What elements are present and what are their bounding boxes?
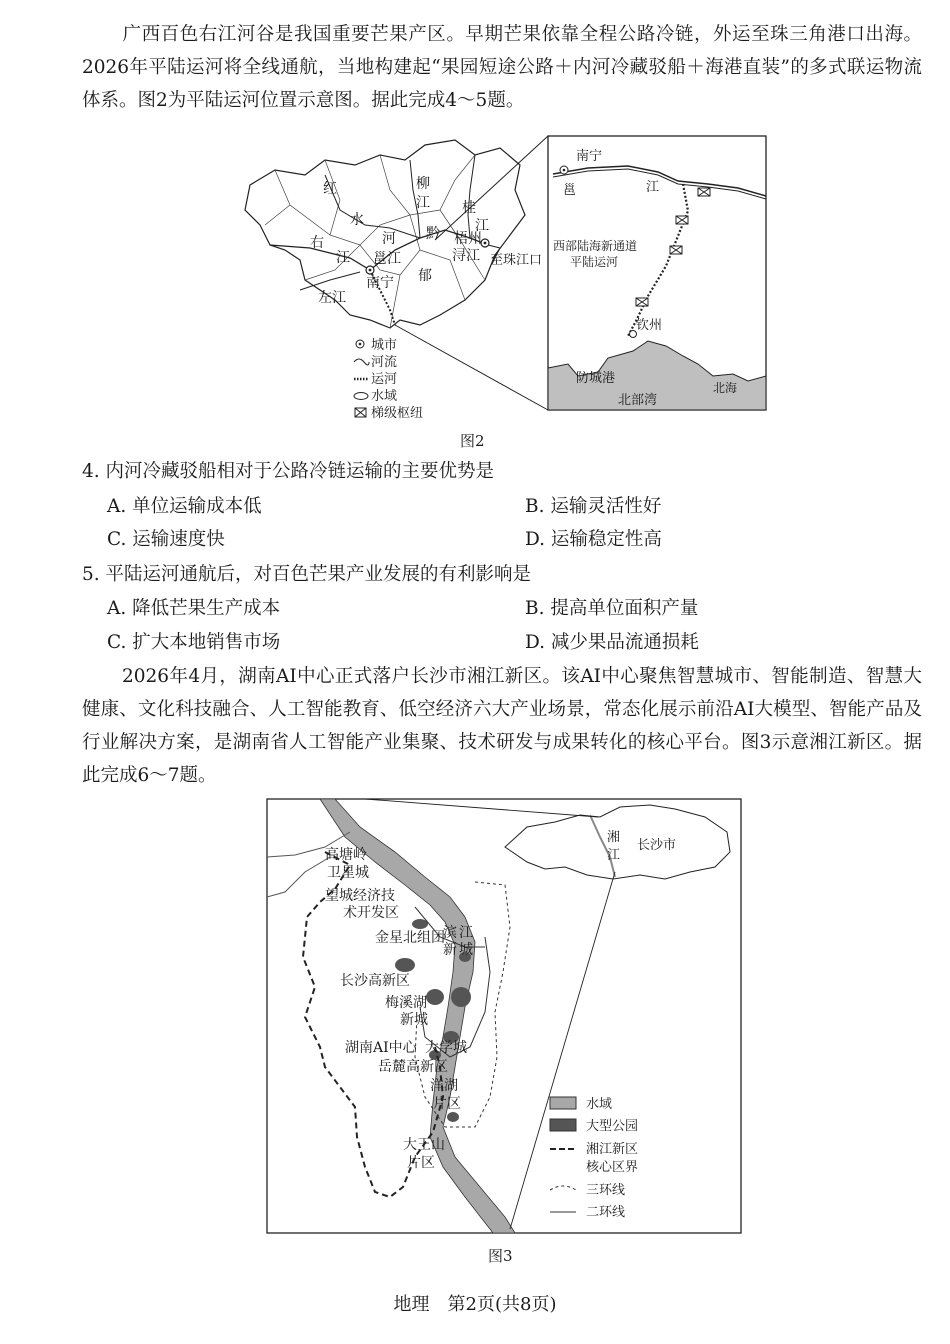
page-footer: 地理 第2页(共8页) bbox=[393, 1294, 557, 1315]
label-gui-jiang: 江 bbox=[475, 218, 489, 234]
inset-yong: 邕 bbox=[563, 183, 577, 198]
label-he: 河 bbox=[382, 231, 396, 247]
legend-park: 大型公园 bbox=[586, 1119, 639, 1134]
inset-changsha: 长沙市 bbox=[637, 838, 677, 853]
label-wuzhou: 梧州 bbox=[454, 231, 482, 247]
inset-beibuwan: 北部湾 bbox=[618, 393, 658, 408]
label-dawangshan-1: 大王山 bbox=[403, 1137, 445, 1153]
legend-river: 河流 bbox=[371, 355, 398, 370]
label-binjiang-1: 滨 bbox=[443, 925, 457, 941]
inset-xiang: 湘 bbox=[607, 830, 621, 845]
label-jinxing: 金星北组团 bbox=[375, 930, 445, 946]
label-you: 右 bbox=[310, 235, 324, 251]
intro-paragraph-67: 2026年4月，湖南AI中心正式落户长沙市湘江新区。该AI中心聚焦智慧城市、智能制造、智慧大健康、文化科技融合、人工智能教育、低空经济六大产业场景，常态化展示前沿AI大模型、智能产品及行业解决方案，是湖南省人工智能产业集聚、技术研发与成果转化的核心平台。图3示意湘江新区。据此完成6～7题。 bbox=[82, 666, 922, 786]
label-zuojiang: 左江 bbox=[318, 290, 346, 306]
q5-option-c: C. 扩大本地销售市场 bbox=[107, 632, 281, 653]
inset-fangchenggang: 防城港 bbox=[576, 371, 616, 386]
inset-nanning: 南宁 bbox=[576, 149, 603, 164]
label-meixihu-2: 新城 bbox=[400, 1012, 428, 1028]
label-liu-jiang: 江 bbox=[416, 195, 430, 211]
label-gaotangling-1: 高塘岭 bbox=[325, 847, 367, 863]
q5-option-a: A. 降低芒果生产成本 bbox=[107, 598, 281, 619]
label-ai-center: 湖南AI中心 bbox=[345, 1040, 417, 1056]
label-xunjiang: 浔江 bbox=[452, 248, 480, 264]
label-yongjiang: 邕江 bbox=[373, 251, 401, 267]
legend-city: 城市 bbox=[371, 338, 398, 353]
q4-option-a: A. 单位运输成本低 bbox=[107, 496, 262, 517]
inset-jiang: 江 bbox=[607, 848, 621, 863]
label-binjiang-3: 新 bbox=[443, 942, 457, 958]
label-daxuecheng: 大学城 bbox=[425, 1040, 467, 1056]
figure-2-caption: 图2 bbox=[460, 432, 485, 450]
figure-3-map bbox=[265, 797, 745, 1237]
label-changsha-gaoxin: 长沙高新区 bbox=[340, 973, 410, 989]
legend-core-boundary: 核心区界 bbox=[586, 1160, 639, 1175]
label-to-pearl: 至珠江口 bbox=[490, 253, 543, 268]
fig2-inset bbox=[548, 136, 766, 410]
label-nanning: 南宁 bbox=[366, 275, 394, 291]
legend-third-ring: 三环线 bbox=[586, 1183, 626, 1198]
label-wangcheng-2: 术开发区 bbox=[343, 905, 399, 921]
legend-water: 水域 bbox=[586, 1097, 613, 1112]
legend-canal: 运河 bbox=[371, 372, 398, 387]
label-yuelu: 岳麓高新区 bbox=[378, 1059, 448, 1075]
label-yanghu-2: 片区 bbox=[433, 1096, 461, 1112]
legend-new-area: 湘江新区 bbox=[586, 1142, 639, 1157]
inset-qinzhou: 钦州 bbox=[636, 318, 663, 333]
q4-stem: 4. 内河冷藏驳船相对于公路冷链运输的主要优势是 bbox=[82, 461, 495, 482]
label-yu: 郁 bbox=[418, 268, 432, 284]
label-hong: 红 bbox=[323, 181, 337, 197]
label-you-jiang: 江 bbox=[336, 250, 350, 266]
intro-paragraph-45: 广西百色右江河谷是我国重要芒果产区。早期芒果依靠全程公路冷链，外运至珠三角港口出海。2026年平陆运河将全线通航，当地构建起“果园短途公路＋内河冷藏驳船＋海港直装”的多式联运物流体系。图2为平陆运河位置示意图。据此完成4～5题。 bbox=[82, 24, 922, 111]
q4-option-d: D. 运输稳定性高 bbox=[525, 529, 662, 550]
label-binjiang-4: 城 bbox=[459, 942, 473, 958]
inset-jiang: 江 bbox=[646, 180, 660, 195]
q4-option-b: B. 运输灵活性好 bbox=[525, 496, 662, 517]
label-shui: 水 bbox=[350, 212, 364, 228]
label-binjiang-2: 江 bbox=[459, 925, 473, 941]
q4-option-c: C. 运输速度快 bbox=[107, 529, 225, 550]
label-gaotangling-2: 卫星城 bbox=[327, 865, 369, 881]
label-dawangshan-2: 片区 bbox=[407, 1155, 435, 1171]
label-meixihu-1: 梅溪湖 bbox=[385, 995, 427, 1011]
label-gui: 桂 bbox=[462, 200, 476, 216]
label-yanghu-1: 洋湖 bbox=[430, 1078, 458, 1094]
inset-canal-2: 平陆运河 bbox=[570, 255, 619, 269]
q5-option-d: D. 减少果品流通损耗 bbox=[525, 632, 699, 653]
fig2-legend bbox=[354, 338, 423, 420]
figure-2-map bbox=[230, 130, 775, 420]
legend-water: 水域 bbox=[371, 389, 398, 404]
figure-3-caption: 图3 bbox=[488, 1247, 513, 1265]
legend-second-ring: 二环线 bbox=[586, 1205, 626, 1220]
q5-stem: 5. 平陆运河通航后，对百色芒果产业发展的有利影响是 bbox=[82, 564, 532, 585]
q5-option-b: B. 提高单位面积产量 bbox=[525, 598, 699, 619]
label-wangcheng-1: 望城经济技 bbox=[325, 888, 395, 904]
inset-canal-1: 西部陆海新通道 bbox=[553, 239, 638, 253]
label-liu: 柳 bbox=[416, 176, 430, 192]
inset-beihai: 北海 bbox=[713, 381, 738, 395]
legend-lock: 梯级枢纽 bbox=[371, 406, 424, 420]
label-qian: 黔 bbox=[426, 226, 440, 242]
